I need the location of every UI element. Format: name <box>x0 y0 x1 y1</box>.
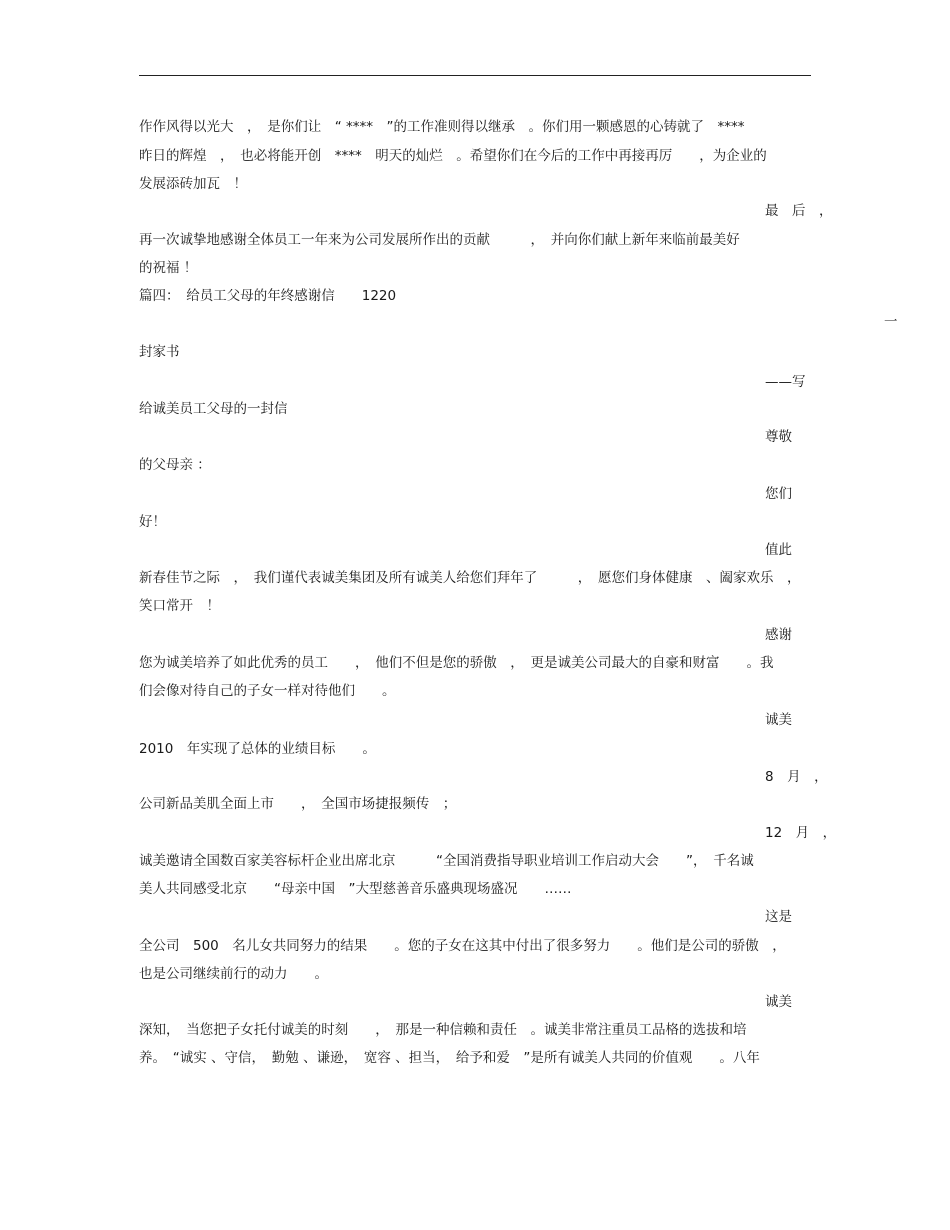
text-line-margin: 一 <box>884 314 898 330</box>
text-line: 诚美邀请全国数百家美容标杆企业出席北京 “全国消费指导职业培训工作启动大会 ”， 千名诚 <box>139 853 754 869</box>
text-line-indent: 这是 <box>765 909 792 925</box>
text-line-indent: 8 月 ， <box>765 769 828 785</box>
text-line: 给诚美员工父母的一封信 <box>139 401 288 417</box>
text-line: 深知， 当您把子女托付诚美的时刻 ， 那是一种信赖和责任 。诚美非常注重员工品格的选拔和培 <box>139 1022 747 1038</box>
text-line: 也是公司继续前行的动力 。 <box>139 966 328 982</box>
text-line-indent: 尊敬 <box>765 429 792 445</box>
text-line-indent: 诚美 <box>765 994 792 1010</box>
text-line: 封家书 <box>139 344 180 360</box>
text-line-indent: ——写 <box>765 374 806 390</box>
text-line-indent: 12 月 ， <box>765 825 837 841</box>
text-line: 笑口常开 ！ <box>139 598 220 614</box>
text-line: 再一次诚挚地感谢全体员工一年来为公司发展所作出的贡献 ， 并向你们献上新年来临前最美好 <box>139 232 740 248</box>
section-heading: 篇四： 给员工父母的年终感谢信 1220 <box>139 288 397 304</box>
text-line: 您为诚美培养了如此优秀的员工 ， 他们不但是您的骄傲 ， 更是诚美公司最大的自豪和财富 。我 <box>139 655 774 671</box>
text-line-indent: 诚美 <box>765 712 792 728</box>
text-line: 作作风得以光大 ， 是你们让 “ **** ”的工作准则得以继承 。你们用一颗感恩的心铸就了 **** <box>139 119 745 135</box>
text-line: 昨日的辉煌 ， 也必将能开创 **** 明天的灿烂 。希望你们在今后的工作中再接再厉 ，为企业的 <box>139 148 767 164</box>
text-line: 美人共同感受北京 “母亲中国 ”大型慈善音乐盛典现场盛况 …… <box>139 881 572 897</box>
text-line: 全公司 500 名儿女共同努力的结果 。您的子女在这其中付出了很多努力 。他们是公司的骄傲 ， <box>139 938 786 954</box>
text-line: 新春佳节之际 ， 我们谨代表诚美集团及所有诚美人给您们拜年了 ， 愿您们身体健康 、阖家欢乐 ， <box>139 570 801 586</box>
text-line: 公司新品美肌全面上市 ， 全国市场捷报频传 ； <box>139 796 457 812</box>
text-line-indent: 值此 <box>765 542 792 558</box>
text-line: 发展添砖加瓦 ！ <box>139 176 247 192</box>
text-line: 们会像对待自己的子女一样对待他们 。 <box>139 683 396 699</box>
text-line-indent: 最 后 ， <box>765 203 833 219</box>
text-line: 好！ <box>139 514 166 530</box>
text-line: 2010 年实现了总体的业绩目标 。 <box>139 741 376 757</box>
text-line: 的祝福 ！ <box>139 260 198 276</box>
text-line: 的父母亲 ： <box>139 457 211 473</box>
text-line-indent: 感谢 <box>765 627 792 643</box>
header-rule <box>139 75 811 76</box>
text-line-indent: 您们 <box>765 486 792 502</box>
text-line: 养。 “诚实 、守信， 勤勉 、谦逊， 宽容 、担当， 给予和爱 ”是所有诚美人共同的价值观 。八年 <box>139 1050 760 1066</box>
